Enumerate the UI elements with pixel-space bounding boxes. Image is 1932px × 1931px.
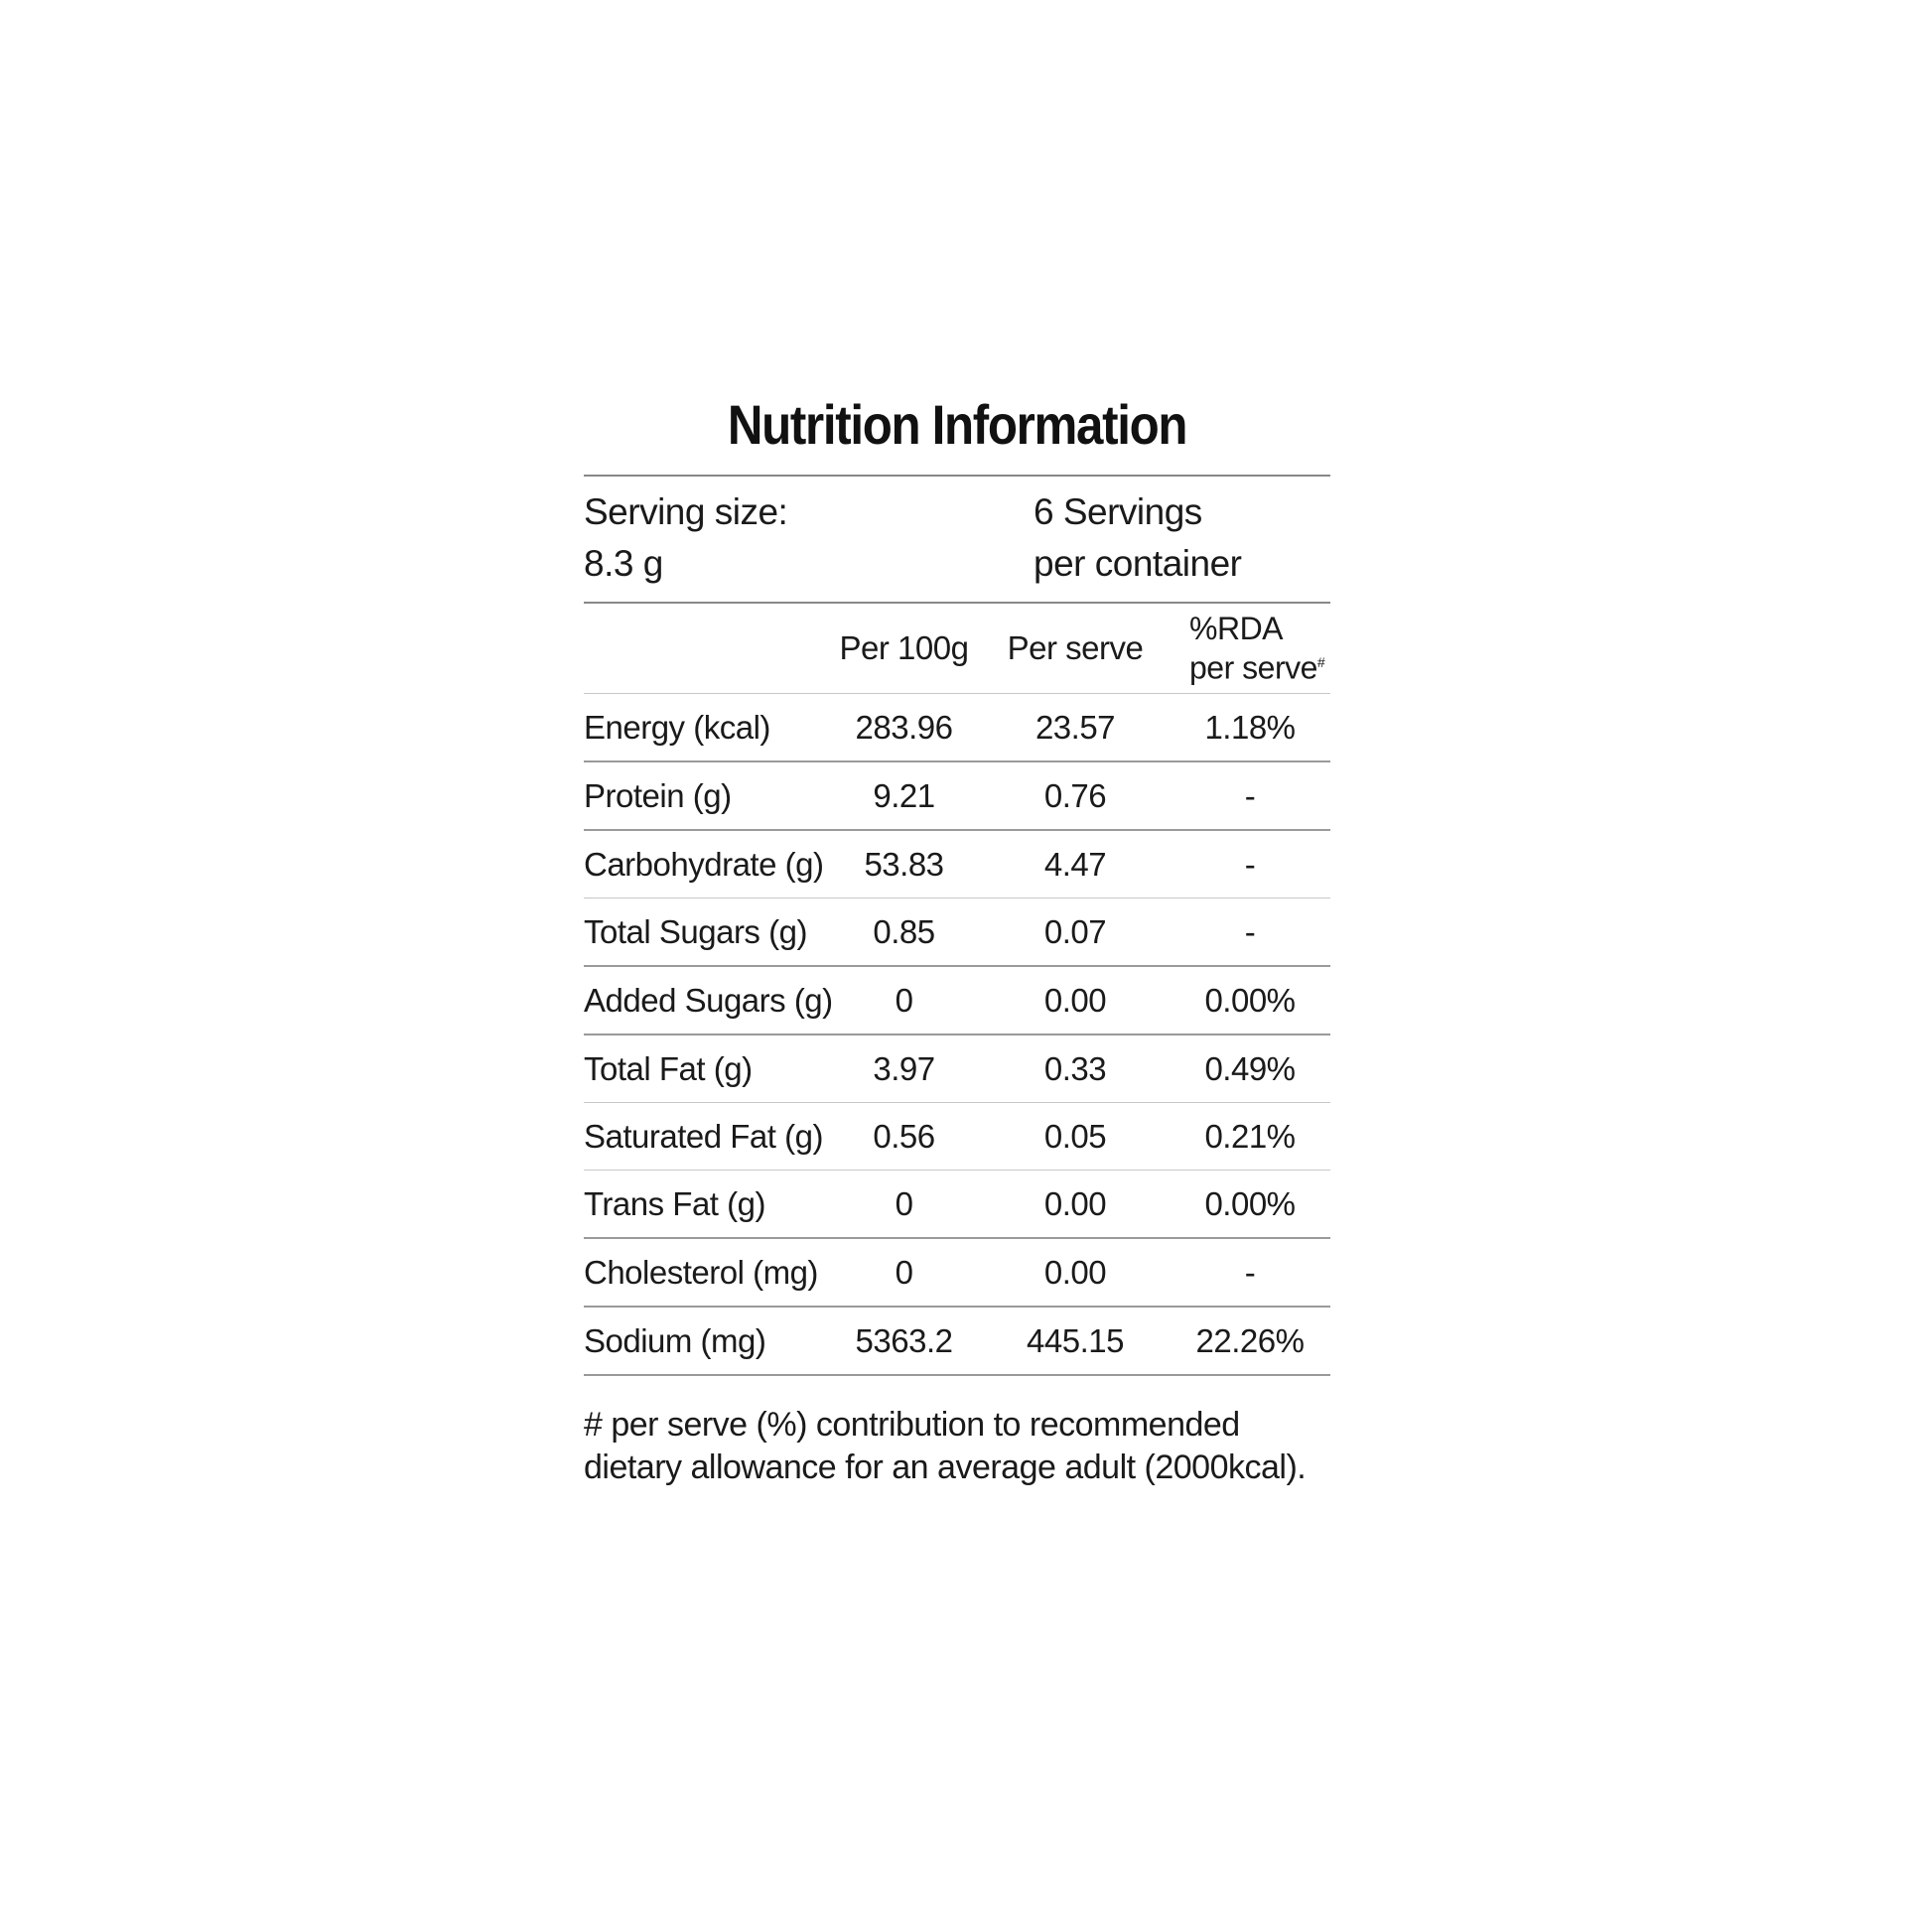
- nutrient-rows: [584, 694, 1330, 1376]
- table-row: [584, 1171, 1330, 1239]
- table-row: [584, 762, 1330, 831]
- table-row: [584, 1035, 1330, 1103]
- value-rda: 22.26%: [1195, 1321, 1305, 1359]
- serving-size-label: Serving size:: [584, 491, 788, 532]
- value-rda: 0.00%: [1204, 981, 1296, 1019]
- servings-count: 6 Servings: [1034, 491, 1202, 532]
- footnote-line1: # per serve (%) contribution to recommended: [584, 1406, 1240, 1444]
- rda-footnote-mark: #: [1316, 654, 1325, 671]
- serving-info: [584, 477, 1330, 602]
- value-per-serve: 23.57: [1035, 708, 1116, 746]
- value-per-serve: 4.47: [1043, 845, 1107, 883]
- value-rda: -: [1244, 845, 1256, 883]
- servings-per-container: [1034, 486, 1330, 590]
- nutrient-name: Total Fat (g): [584, 1049, 753, 1087]
- value-per-serve: 0.00: [1043, 1184, 1107, 1222]
- table-header: [584, 602, 1330, 694]
- value-per-100g: 0.56: [873, 1117, 935, 1155]
- value-per-100g: 0: [895, 1184, 913, 1222]
- nutrient-name: Carbohydrate (g): [584, 845, 824, 883]
- table-row: [584, 967, 1330, 1035]
- footnote: [584, 1404, 1330, 1489]
- value-per-serve: 0.00: [1043, 1253, 1107, 1291]
- nutrient-name: Trans Fat (g): [584, 1184, 765, 1222]
- value-per-serve: 0.05: [1043, 1117, 1107, 1155]
- table-row: [584, 1239, 1330, 1308]
- table-row: [584, 831, 1330, 898]
- value-per-100g: 0.85: [873, 912, 935, 950]
- nutrient-name: Cholesterol (mg): [584, 1253, 818, 1291]
- footnote-line2: dietary allowance for an average adult (2000kcal).: [584, 1448, 1307, 1486]
- header-rda: [1170, 612, 1330, 685]
- servings-per-container-label: per container: [1034, 543, 1242, 584]
- value-per-100g: 3.97: [873, 1049, 935, 1087]
- value-per-serve: 0.07: [1043, 912, 1107, 950]
- value-per-100g: 0: [895, 981, 913, 1019]
- table-row: [584, 694, 1330, 762]
- nutrient-name: Sodium (mg): [584, 1321, 766, 1359]
- value-per-100g: 53.83: [864, 845, 944, 883]
- nutrient-name: Protein (g): [584, 776, 732, 814]
- nutrient-name: Energy (kcal): [584, 708, 770, 746]
- value-per-100g: 0: [895, 1253, 913, 1291]
- value-rda: 0.21%: [1204, 1117, 1296, 1155]
- value-rda: -: [1244, 912, 1256, 950]
- value-rda: -: [1244, 1253, 1256, 1291]
- panel-title: Nutrition Information: [727, 393, 1187, 456]
- header-rda-line2-text: per serve: [1189, 649, 1317, 686]
- serving-size: [584, 486, 1034, 590]
- value-per-serve: 0.76: [1043, 776, 1107, 814]
- table-row: [584, 898, 1330, 967]
- value-rda: 1.18%: [1204, 708, 1296, 746]
- value-per-serve: 0.33: [1043, 1049, 1107, 1087]
- header-rda-line2: [1189, 645, 1330, 685]
- header-rda-line1: %RDA: [1189, 611, 1284, 647]
- value-rda: -: [1244, 776, 1256, 814]
- value-rda: 0.49%: [1204, 1049, 1296, 1087]
- serving-size-value: 8.3 g: [584, 543, 663, 584]
- value-per-100g: 9.21: [873, 776, 935, 814]
- header-per-100g: Per 100g: [839, 629, 969, 666]
- header-per-serve: Per serve: [1007, 629, 1144, 666]
- value-per-100g: 5363.2: [855, 1321, 953, 1359]
- nutrient-name: Total Sugars (g): [584, 912, 807, 950]
- nutrition-panel: [584, 392, 1330, 1489]
- value-per-serve: 445.15: [1027, 1321, 1124, 1359]
- value-rda: 0.00%: [1204, 1184, 1296, 1222]
- table-row: [584, 1103, 1330, 1171]
- table-row: [584, 1308, 1330, 1376]
- value-per-100g: 283.96: [855, 708, 953, 746]
- nutrient-name: Added Sugars (g): [584, 981, 833, 1019]
- value-per-serve: 0.00: [1043, 981, 1107, 1019]
- nutrient-name: Saturated Fat (g): [584, 1117, 823, 1155]
